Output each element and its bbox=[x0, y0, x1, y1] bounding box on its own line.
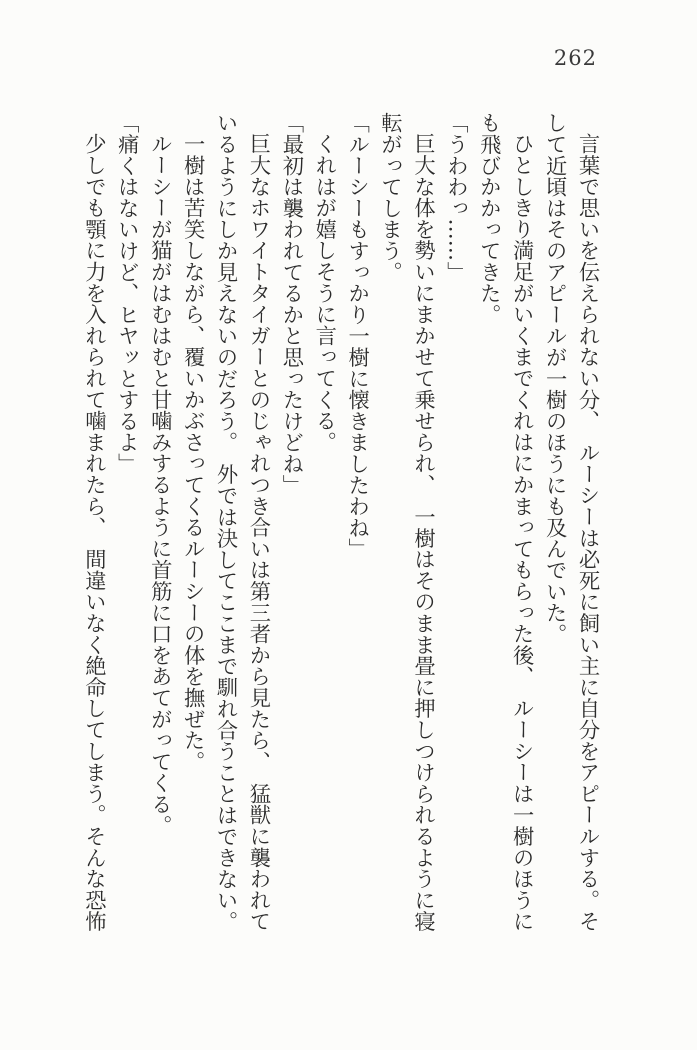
paragraph: ひとしきり満足がいくまでくれはにかまってもらった後、 ルーシーは一樹のほうにも飛びかかってきた。 bbox=[476, 112, 535, 933]
paragraph-dialogue: 「ルーシーもすっかり一樹に懐きましたわね」 bbox=[344, 112, 370, 560]
paragraph-dialogue: 「うわわっ……」 bbox=[443, 112, 469, 283]
text-block bbox=[76, 112, 603, 944]
paragraph: 言葉で思いを伝えられない分、 ルーシーは必死に飼い主に自分をアピールする。そして近頃はそのアピールが一樹のほうにも及んでいた。 bbox=[542, 112, 600, 933]
page-number: 262 bbox=[553, 46, 597, 70]
paragraph-dialogue: 「痛くはないけど、ヒヤッとするよ」 bbox=[114, 112, 140, 475]
paragraph-dialogue: 「最初は襲われてるかと思ったけどね」 bbox=[278, 112, 304, 496]
paragraph: くれはが嬉しそうに言ってくる。 bbox=[311, 133, 337, 453]
paragraph: 巨大な体を勢いにまかせて乗せられ、 一樹はそのまま畳に押しつけられるように寝転がってしまう。 bbox=[377, 112, 436, 933]
paragraph: 一樹は苦笑しながら、覆いかぶさってくるルーシーの体を撫ぜた。 bbox=[180, 133, 206, 773]
paragraph: 巨大なホワイトタイガーとのじゃれつき合いは第三者から見たら、 猛獣に襲われているようにしか見えないのだろう。 外では決してここまで馴れ合うことはできない。 bbox=[213, 112, 271, 933]
paragraph: ルーシーが猫がはむはむと甘噛みするように首筋に口をあてがってくる。 bbox=[147, 133, 173, 837]
paragraph: 少しでも顎に力を入れられて噛まれたら、 間違いなく絶命してしまう。そんな恐怖 bbox=[81, 133, 107, 933]
